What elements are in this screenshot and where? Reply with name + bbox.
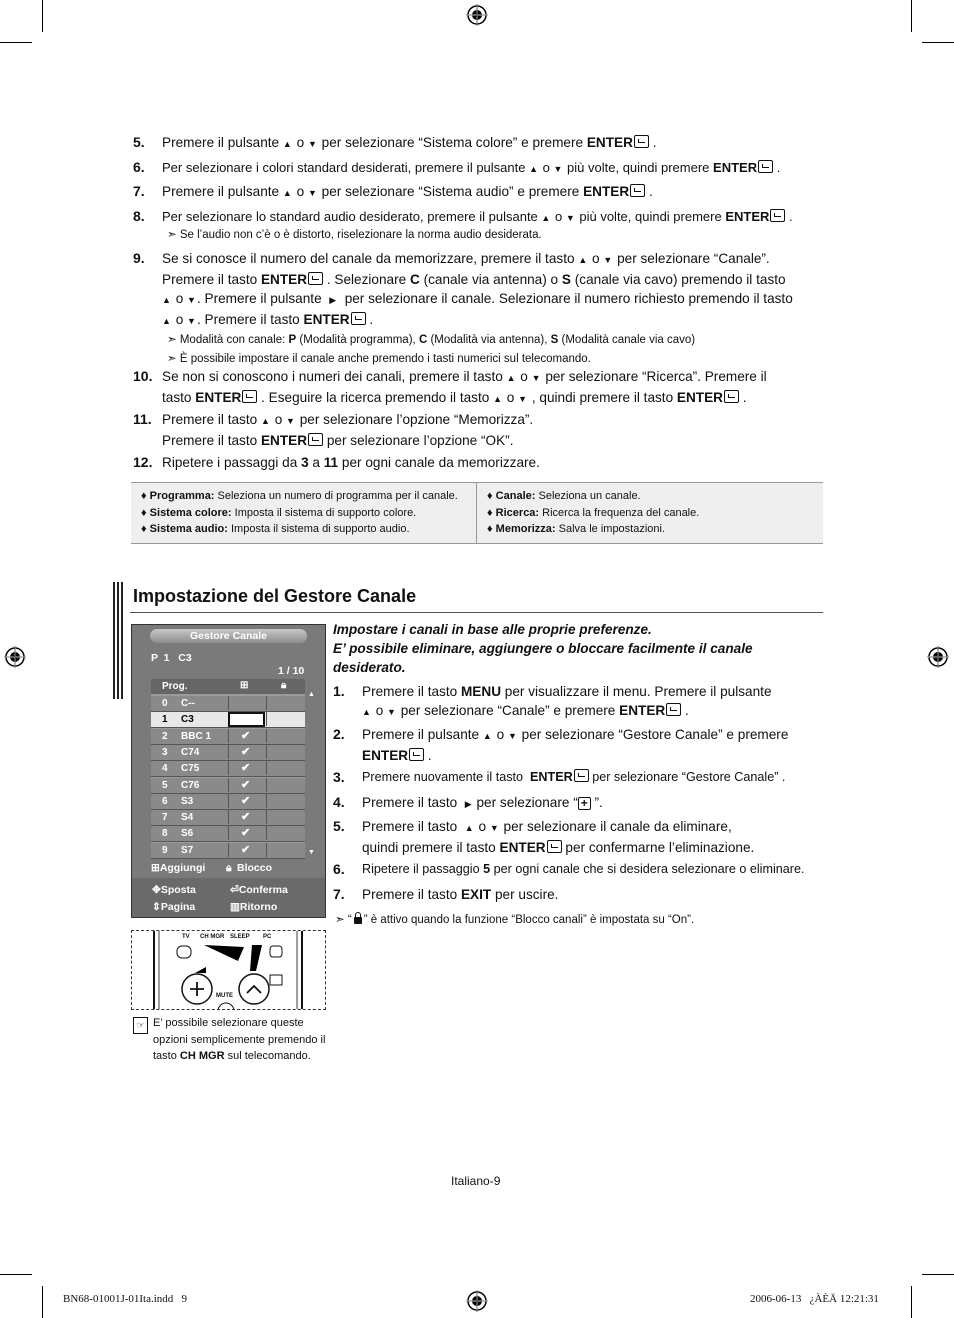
enter-label: ENTER	[195, 390, 242, 405]
step-text: S	[561, 272, 571, 287]
up-arrow-icon: ▲	[162, 316, 172, 326]
right-arrow-icon: ▶	[464, 799, 473, 809]
step-text: (canale via cavo) premendo il tasto	[574, 272, 786, 287]
channel-name: S3	[181, 795, 194, 807]
step-text: o	[520, 369, 528, 384]
down-arrow-icon: ▼	[603, 255, 614, 265]
step-number: 1.	[333, 683, 345, 699]
registration-mark-icon	[927, 646, 949, 668]
step-text: .	[652, 135, 657, 150]
step-text: . Eseguire la ricerca premendo il tasto	[261, 390, 490, 405]
step-text: per ogni canale da memorizzare.	[341, 455, 540, 470]
enter-icon	[308, 272, 323, 285]
channel-name: C3	[181, 714, 194, 726]
enter-label: ENTER	[260, 433, 308, 448]
enter-icon	[758, 160, 773, 173]
note-arrow-icon: ➣	[167, 334, 177, 346]
step-text: . Selezionare	[326, 272, 407, 287]
step-text: Premere il pulsante	[162, 184, 280, 199]
note-text: (Modalità programma),	[299, 334, 416, 346]
step-number: 6.	[333, 861, 345, 877]
enter-icon	[242, 390, 257, 403]
osd-legend-1: ⊞Aggiungi 🔒︎ Blocco	[151, 862, 273, 874]
step-text: o	[506, 390, 515, 405]
channel-row[interactable]	[151, 729, 305, 745]
channel-number: 1	[162, 714, 168, 726]
channel-name: C75	[181, 763, 200, 775]
up-arrow-icon: ▲	[464, 823, 475, 833]
registration-mark-icon	[4, 646, 26, 668]
up-arrow-icon: ▲	[529, 164, 540, 174]
osd-program: P 1 C3	[151, 652, 192, 664]
osd-header-row: Prog. ⊞ 🔒︎	[151, 679, 305, 694]
intro-text: Impostare i canali in base alle proprie preferenze. E’ possibile eliminare, aggiungere o bloccare facilmente il canale desiderato.	[333, 622, 753, 675]
lock-cell[interactable]	[266, 810, 306, 824]
remote-control-detail	[131, 930, 326, 1010]
down-arrow-icon: ▼	[286, 416, 296, 426]
enter-icon	[547, 840, 562, 853]
enter-icon	[630, 184, 645, 197]
channel-row[interactable]	[151, 794, 305, 810]
add-cell[interactable]	[228, 696, 266, 710]
up-arrow-icon: ▲	[282, 188, 293, 198]
table-row: ♦ Sistema colore: Imposta il sistema di supporto colore.	[141, 506, 417, 519]
check-icon: ✔	[241, 778, 251, 791]
lock-icon	[354, 917, 362, 924]
note-text: P	[288, 334, 297, 346]
step-number: 10.	[133, 368, 153, 384]
add-icon: +	[578, 797, 591, 810]
step-text: Premere il pulsante	[162, 135, 280, 150]
channel-row[interactable]	[151, 826, 305, 842]
down-arrow-icon: ▼	[387, 707, 397, 717]
step-text: .	[776, 160, 781, 175]
scroll-down-icon: ▼	[308, 849, 315, 856]
channel-row[interactable]	[151, 696, 305, 712]
channel-row[interactable]	[151, 712, 305, 728]
down-arrow-icon: ▼	[531, 373, 542, 383]
channel-number: 2	[162, 730, 168, 742]
step-text: più volte, quindi premere	[567, 160, 710, 175]
step-text: o	[542, 160, 550, 175]
enter-icon	[351, 312, 366, 325]
channel-number: 3	[162, 746, 168, 758]
up-arrow-icon: ▲	[493, 394, 504, 404]
down-arrow-icon: ▼	[507, 731, 518, 741]
note-text: È possibile impostare il canale anche premendo i tasti numerici sul telecomando.	[179, 353, 591, 365]
step-text: o	[296, 135, 305, 150]
add-cell[interactable]	[228, 745, 266, 759]
channel-number: 4	[162, 763, 168, 775]
step-number: 5.	[133, 134, 145, 150]
lock-cell[interactable]	[266, 843, 306, 857]
page-icon: ⇕	[152, 901, 161, 913]
sleep-button-label: SLEEP	[230, 934, 250, 940]
step-text: o	[554, 209, 563, 224]
channel-row[interactable]	[151, 843, 305, 859]
section-divider	[130, 612, 823, 613]
add-cell[interactable]	[228, 810, 266, 824]
step-text: Per selezionare i colori standard desiderati, premere il pulsante	[162, 160, 526, 175]
step-number: 11.	[133, 411, 152, 427]
add-cell[interactable]	[228, 826, 266, 840]
step-number: 7.	[133, 183, 145, 199]
step-number: 12.	[133, 454, 153, 470]
return-icon: ▥	[230, 901, 240, 913]
section-title: Impostazione del Gestore Canale	[133, 586, 417, 606]
note-arrow-icon: ➣	[167, 353, 177, 365]
table-row: ♦ Sistema audio: Imposta il sistema di supporto audio.	[141, 523, 410, 535]
channel-row[interactable]	[151, 745, 305, 761]
note-text: C	[418, 334, 428, 346]
down-arrow-icon: ▼	[553, 164, 564, 174]
step-text: o	[274, 412, 283, 427]
tv-button-label: TV	[182, 934, 190, 940]
lock-cell[interactable]	[266, 712, 306, 726]
step-text: o	[175, 312, 184, 327]
lock-cell[interactable]	[266, 794, 306, 808]
step-number: 5.	[333, 818, 345, 834]
channel-number: 6	[162, 795, 168, 807]
mute-button-label: MUTE	[216, 993, 233, 999]
crop-mark	[42, 1286, 43, 1318]
step-text: a	[312, 455, 320, 470]
channel-number: 7	[162, 812, 168, 824]
down-arrow-icon: ▼	[187, 295, 197, 305]
table-row: ♦ Programma: Seleziona un numero di programma per il canale.	[141, 490, 458, 502]
note-text: Se l’audio non c’è o è distorto, riselezionare la norma audio desiderata.	[179, 229, 542, 241]
step-number: 8.	[133, 208, 145, 224]
enter-label: ENTER	[676, 390, 723, 405]
enter-label: ENTER	[725, 209, 770, 224]
scroll-up-icon: ▲	[308, 691, 315, 698]
step-text: . Premere il tasto	[196, 312, 300, 327]
step-text: per selezionare l’opzione “Memorizza”.	[299, 412, 534, 427]
step-number: 7.	[333, 886, 345, 902]
step-text: .	[789, 209, 793, 224]
note-text: (Modalità via antenna),	[430, 334, 548, 346]
down-arrow-icon: ▼	[565, 213, 576, 223]
channel-name: C76	[181, 779, 200, 791]
channel-manager-instructions: Impostare i canali in base alle proprie preferenze. E’ possibile eliminare, aggiungere o bloccare facilmente il canale desiderato. 1. Premere il tasto MENU per visualizzare il menu. Premere il pulsante ▲ o ▼ per selezionare “Canale” e premere ENTER . 2. Premere il pulsante ▲ o ▼ per selezionare “Gestore Canale” e premere ENTER . 3. Premere nuovamente il tasto ENTER per selezionare “Gestore Canale” . 4. Premere il tasto ▶ per selezionare “ + ”. 5. Premere il tasto ▲ o ▼ per selezionare il canale da eliminare, quindi premere il tasto ENTER per confermarne l’eliminazione. 6. Ripetere il passaggio 5 per ogni canale che si desidera selezionare o eliminare. 7. Premere il tasto EXIT per uscire. ➣ “ ” è attivo quando la funzione “Blocco canali” è impostata su “On”.	[333, 620, 828, 677]
step-number: 6.	[133, 159, 145, 175]
crop-mark	[0, 1274, 32, 1275]
tip-icon: ☞	[133, 1017, 148, 1034]
tip-text: E’ possibile selezionare queste opzioni semplicemente premendo il tasto CH MGR sul telecomando.	[153, 1017, 326, 1062]
enter-icon	[770, 209, 785, 222]
lock-icon: 🔒︎	[281, 680, 287, 691]
note-arrow-icon: ➣	[335, 914, 345, 926]
table-divider	[476, 483, 477, 543]
up-arrow-icon: ▲	[541, 213, 552, 223]
crop-mark	[0, 42, 32, 43]
crop-mark	[911, 0, 912, 32]
osd-page: 1 / 10	[278, 665, 305, 677]
step-text: 11	[323, 455, 339, 470]
step-text: .	[648, 184, 653, 199]
step-text: Premere il tasto	[162, 433, 258, 448]
lock-cell[interactable]	[266, 729, 306, 743]
step-number: 3.	[333, 769, 345, 785]
up-arrow-icon: ▲	[362, 707, 372, 717]
chmgr-button-label: CH MGR	[200, 934, 225, 940]
osd-list	[151, 679, 305, 859]
check-icon: ✔	[241, 811, 251, 824]
table-row: ♦ Ricerca: Ricerca la frequenza del canale.	[487, 506, 700, 519]
check-icon: ✔	[241, 745, 251, 758]
channel-name: BBC 1	[181, 730, 212, 742]
add-cell[interactable]	[228, 761, 266, 775]
up-arrow-icon: ▲	[482, 731, 493, 741]
step-text: per selezionare “Sistema audio” e premere	[321, 184, 580, 199]
channel-number: 9	[162, 844, 168, 856]
crop-mark	[911, 1286, 912, 1318]
step-text: Se si conosce il numero del canale da memorizzare, premere il tasto	[162, 251, 575, 266]
down-arrow-icon: ▼	[307, 188, 318, 198]
down-arrow-icon: ▼	[518, 394, 529, 404]
step-text: . Premere il pulsante	[196, 291, 322, 306]
file-slug: BN68-01001J-01Ita.indd 9	[63, 1293, 188, 1305]
channel-name: C74	[181, 746, 200, 758]
channel-name: S6	[181, 828, 194, 840]
up-arrow-icon: ▲	[506, 373, 517, 383]
note-arrow-icon: ➣	[167, 229, 177, 241]
step-text: più volte, quindi premere	[579, 209, 722, 224]
enter-icon	[409, 748, 424, 761]
lock-cell[interactable]	[266, 696, 306, 710]
print-date: 2006-06-13 ¿ÀÈÄ 12:21:31	[750, 1293, 879, 1305]
step-text: o	[175, 291, 184, 306]
step-text: per selezionare “Sistema colore” e premere	[321, 135, 584, 150]
up-arrow-icon: ▲	[578, 255, 589, 265]
channel-row[interactable]	[151, 778, 305, 794]
step-text: per selezionare il canale. Selezionare il numero richiesto premendo il tasto	[344, 291, 793, 306]
add-icon: ⊞	[240, 680, 249, 691]
check-icon: ✔	[241, 729, 251, 742]
step-number: 9.	[133, 250, 145, 266]
add-icon: ⊞	[151, 862, 160, 874]
enter-icon: ⏎	[230, 884, 239, 896]
add-cell[interactable]	[228, 794, 266, 808]
step-text: Per selezionare lo standard audio desiderato, premere il pulsante	[162, 209, 538, 224]
check-icon: ✔	[241, 794, 251, 807]
note-text: S	[550, 334, 559, 346]
enter-icon	[634, 135, 649, 148]
channel-name: S4	[181, 812, 194, 824]
add-cell[interactable]	[228, 729, 266, 743]
channel-row[interactable]	[151, 810, 305, 826]
step-text: C	[409, 272, 420, 287]
page-number: Italiano-9	[451, 1174, 501, 1188]
enter-label: ENTER	[303, 312, 350, 327]
check-icon: ✔	[241, 762, 251, 775]
step-text: per selezionare “Ricerca”. Premere il	[545, 369, 767, 384]
step-text: per selezionare l’opzione “OK”.	[326, 433, 514, 448]
down-arrow-icon: ▼	[187, 316, 197, 326]
step-text: Se non si conoscono i numeri dei canali, premere il tasto	[162, 369, 503, 384]
enter-icon	[666, 703, 681, 716]
enter-icon	[308, 433, 323, 446]
lock-cell[interactable]	[266, 826, 306, 840]
registration-mark-icon	[466, 1290, 488, 1312]
step-text: o	[592, 251, 600, 266]
enter-label: ENTER	[586, 135, 633, 150]
table-row: ♦ Canale: Seleziona un canale.	[487, 490, 641, 502]
add-cell[interactable]	[228, 843, 266, 857]
osd-channel-manager	[131, 624, 326, 918]
check-icon: ✔	[241, 827, 251, 840]
osd-footer: ✥Sposta ⏎Conferma ⇕Pagina ▥Ritorno	[132, 878, 325, 917]
down-arrow-icon: ▼	[307, 139, 318, 149]
up-arrow-icon: ▲	[162, 295, 172, 305]
step-text: Premere il tasto	[162, 272, 258, 287]
section-sidebar-bar	[113, 582, 125, 699]
enter-label: ENTER	[713, 160, 758, 175]
crop-mark	[922, 42, 954, 43]
step-text: , quindi premere il tasto	[531, 390, 674, 405]
table-row: ♦ Memorizza: Salva le impostazioni.	[487, 523, 666, 535]
osd-title: Gestore Canale	[150, 629, 307, 643]
channel-number: 5	[162, 779, 168, 791]
pc-button-label: PC	[263, 934, 272, 940]
lock-icon: 🔒︎	[226, 862, 232, 874]
down-arrow-icon: ▼	[489, 823, 500, 833]
lock-cell[interactable]	[266, 761, 306, 775]
definitions-table	[131, 482, 823, 544]
step-text: .	[742, 390, 747, 405]
enter-label: ENTER	[583, 184, 630, 199]
lock-note: ➣ “ ” è attivo quando la funzione “Blocco canali” è impostata su “On”.	[335, 914, 695, 926]
channel-name: S7	[181, 844, 194, 856]
step-text: Premere il tasto	[162, 412, 258, 427]
step-number: 2.	[333, 726, 345, 742]
selected-cell[interactable]	[228, 712, 265, 727]
step-text: .	[369, 312, 374, 327]
enter-icon	[724, 390, 739, 403]
crop-mark	[42, 0, 43, 32]
enter-label: ENTER	[260, 272, 308, 287]
lock-cell[interactable]	[266, 745, 306, 759]
note-text: (Modalità canale via cavo)	[561, 334, 696, 346]
note-text: Modalità con canale:	[179, 334, 286, 346]
up-arrow-icon: ▲	[260, 416, 271, 426]
step-text: 3	[301, 455, 309, 470]
add-cell[interactable]	[228, 778, 266, 792]
registration-mark-icon	[466, 4, 488, 26]
channel-name: C--	[181, 698, 195, 709]
check-icon: ✔	[241, 843, 251, 856]
step-text: tasto	[162, 390, 192, 405]
step-text: (canale via antenna) o	[423, 272, 559, 287]
step-text: o	[296, 184, 305, 199]
crop-mark	[922, 1274, 954, 1275]
channel-row[interactable]	[151, 761, 305, 777]
channel-number: 8	[162, 828, 168, 840]
lock-cell[interactable]	[266, 778, 306, 792]
step-number: 4.	[333, 794, 345, 810]
channel-number: 0	[162, 698, 168, 709]
up-down-arrow-icon: ▲	[282, 139, 293, 149]
step-text: per selezionare “Canale”.	[617, 251, 770, 266]
step-text: Ripetere i passaggi da	[162, 455, 298, 470]
move-icon: ✥	[152, 884, 161, 896]
right-arrow-icon: ▶	[329, 295, 338, 305]
enter-icon	[574, 769, 589, 782]
